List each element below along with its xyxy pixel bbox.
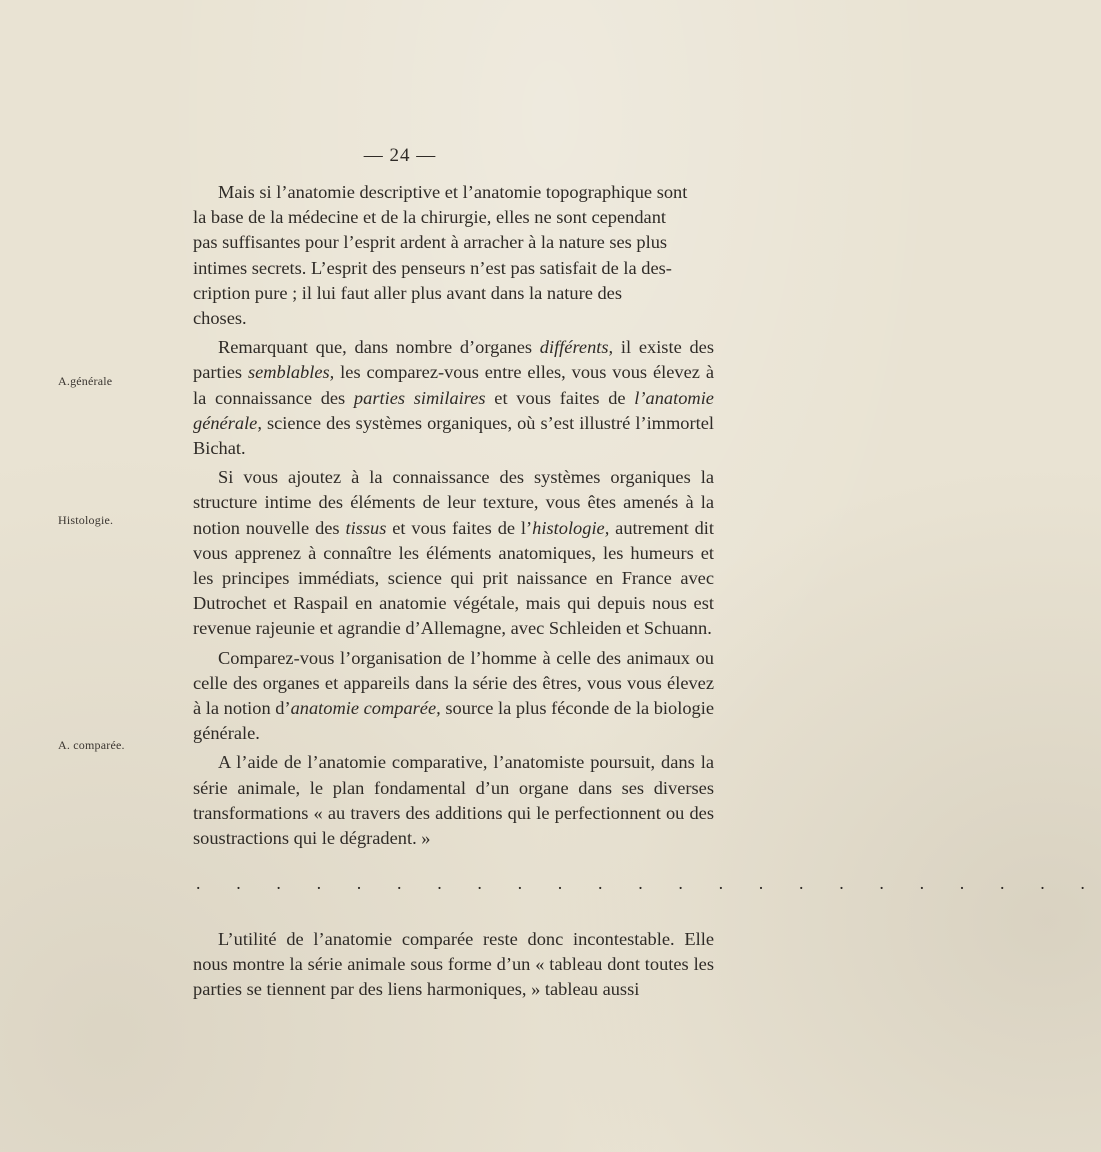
margin-note-anatomie-comparee: A. comparée. [58, 738, 125, 752]
text-segment: source la plus féconde de la biologie générale. [193, 698, 715, 744]
margin-note-anatomie-generale: A.générale [58, 374, 113, 388]
page-number: — 24 — [363, 145, 437, 166]
text-segment: Si vous ajoutez à la connaissance des systèmes organiques la structure intime des éléments de leur texture, vous êtes amenés à la notion nouvelle des [193, 467, 714, 538]
paragraph-2 [193, 335, 714, 461]
paragraph-6 [193, 927, 714, 1003]
text-segment: L’utilité de l’anatomie comparée reste donc incontestable. Elle nous montre la série animale sous forme d’un « tableau dont toutes les parties se tiennent par des liens harmoniques, » tableau aussi [193, 929, 714, 1000]
text-line: Mais si l’anatomie descriptive et l’anatomie topographique sont [218, 182, 688, 202]
italic-term: parties similaires [353, 387, 486, 408]
italic-term: l’anatomie générale, [193, 387, 714, 433]
italic-term: anatomie comparée, [290, 698, 441, 719]
text-segment: autrement dit vous apprenez à connaître les éléments anatomiques, les humeurs et les principes immédiats, science qui prit naissance en France avec Dutrochet et Raspail en anatomie végétale, mais qui depuis nous est revenue rajeunie et agrandie d’Allemagne, avec Schleiden et Schuann. [193, 517, 715, 639]
paragraph-3 [193, 465, 714, 641]
text-line: intimes secrets. L’esprit des penseurs n’est pas satisfait de la des- [193, 257, 672, 278]
text-segment: Comparez-vous l’organisation de l’homme à celle des animaux ou celle des organes et appareils dans la série des êtres, vous vous élevez à la notion d’ [193, 647, 714, 719]
text-line: la base de la médecine et de la chirurgie, elles ne sont cependant [193, 207, 667, 228]
ellipsis-separator: . . . . . . . . . . . . . . . . . . . . . . . [196, 873, 1101, 893]
text-segment: et vous faites de l’ [386, 517, 533, 538]
text-segment: Remarquant que, dans nombre d’organes [218, 337, 540, 358]
margin-note-histologie: Histologie. [58, 513, 114, 527]
text-line: cription pure ; il lui faut aller plus avant dans la nature des [193, 282, 622, 303]
text-segment: science des systèmes organiques, où s’est illustré l’immortel Bichat. [193, 412, 714, 459]
italic-term: différents, [539, 337, 614, 358]
text-segment: et vous faites de [485, 387, 635, 408]
body-text [193, 180, 714, 851]
italic-term: tissus [345, 517, 387, 538]
paragraph-4 [193, 646, 714, 747]
paragraph-5 [193, 750, 714, 851]
italic-term: semblables, [247, 362, 335, 383]
italic-term: histologie, [532, 517, 610, 538]
text-segment: les comparez-vous entre elles, vous vous élevez à la connaissance des [193, 362, 714, 408]
body-text-continued [193, 927, 714, 1003]
text-line: pas suffisantes pour l’esprit ardent à arracher à la nature ses plus [193, 232, 668, 253]
text-line: choses. [193, 308, 247, 329]
paragraph-1 [193, 180, 714, 331]
text-segment: il existe des parties [193, 337, 714, 383]
text-segment: A l’aide de l’anatomie comparative, l’anatomiste poursuit, dans la série animale, le plan fondamental d’un organe dans ses diverses transformations « au travers des additions qui le perfectionnent ou des soustractions qui le dégradent. » [193, 752, 714, 849]
